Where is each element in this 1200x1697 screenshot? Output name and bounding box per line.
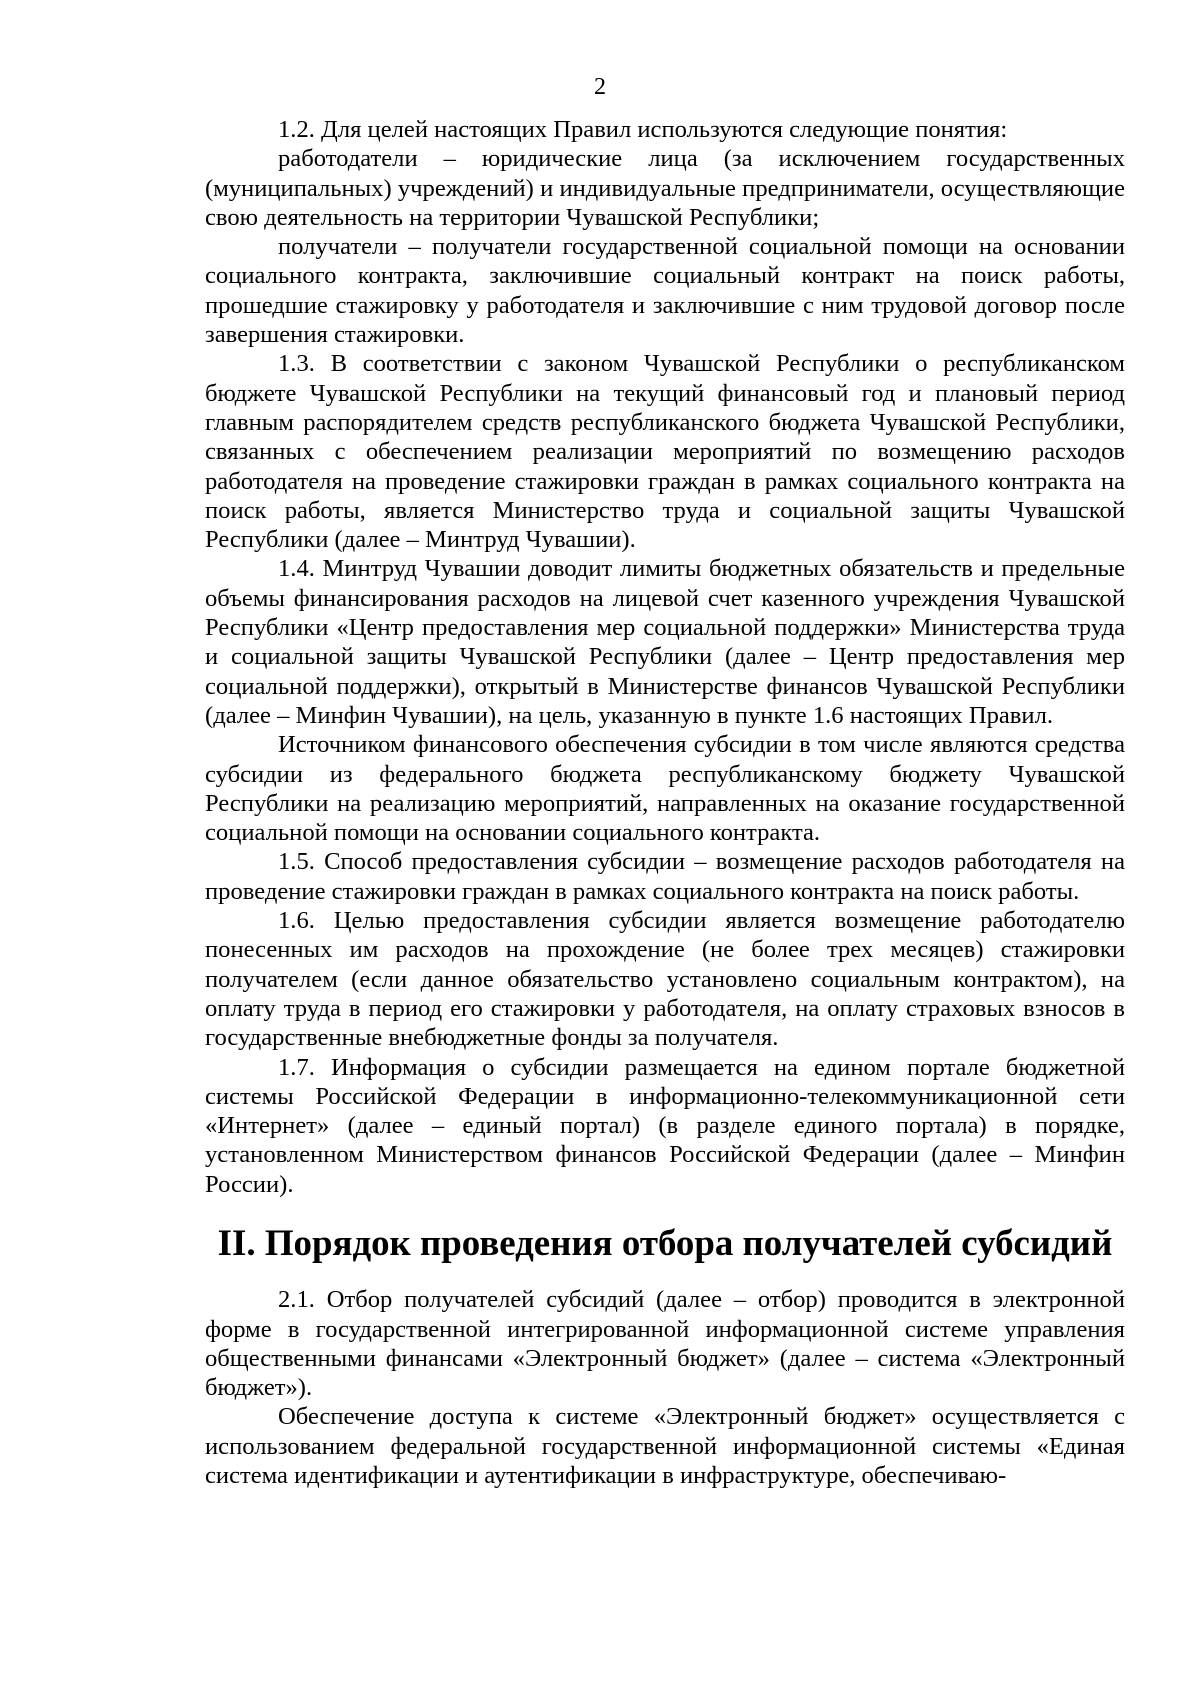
paragraph-1-4: 1.4. Минтруд Чувашии доводит лимиты бюджетных обязательств и предельные объемы финансирования расходов на лицевой счет казенного учреждения Чувашской Республики «Центр предоставления мер социальной поддержки» Министерства труда и социальной защиты Чувашской Республики (далее – Центр предоставления мер социальной поддержки), открытый в Министерстве финансов Чувашской Республики (далее – Минфин Чувашии), на цель, указанную в пункте 1.6 настоящих Правил. [205,555,1125,729]
paragraph-1-7: 1.7. Информация о субсидии размещается на едином портале бюджетной системы Российской Федерации в информационно-телекоммуникационной сети «Интернет» (далее – единый портал) (в разделе единого портала) в порядке, установленном Министерством финансов Российской Федерации (далее – Минфин России). [205,1053,1125,1198]
document-body [205,115,1125,1490]
paragraph-recipients-definition: получатели – получатели государственной социальной помощи на основании социального контракта, заключившие социальный контракт на поиск работы, прошедшие стажировку у работодателя и заключившие с ним трудовой договор после завершения стажировки. [205,233,1125,349]
paragraph-1-2-intro: 1.2. Для целей настоящих Правил используются следующие понятия: [278,116,1008,143]
paragraph-1-5: 1.5. Способ предоставления субсидии – возмещение расходов работодателя на проведение стажировки граждан в рамках социального контракта на поиск работы. [205,848,1125,905]
paragraph-funding-source: Источником финансового обеспечения субсидии в том числе являются средства субсидии из федерального бюджета республиканскому бюджету Чувашской Республики на реализацию мероприятий, направленных на оказание государственной социальной помощи на основании социального контракта. [205,731,1125,847]
paragraph-2-1: 2.1. Отбор получателей субсидий (далее – отбор) проводится в электронной форме в государственной интегрированной информационной системе управления общественными финансами «Электронный бюджет» (далее – система «Электронный бюджет»). [205,1286,1125,1402]
section-2-heading: II. Порядок проведения отбора получателей субсидий [217,1221,1113,1263]
page-number: 2 [594,74,606,100]
paragraph-1-3: 1.3. В соответствии с законом Чувашской Республики о республиканском бюджете Чувашской Республики на текущий финансовый год и плановый период главным распорядителем средств республиканского бюджета Чувашской Республики, связанных с обеспечением реализации мероприятий по возмещению расходов работодателя на проведение стажировки граждан в рамках социального контракта на поиск работы, является Министерство труда и социальной защиты Чувашской Республики (далее – Минтруд Чувашии). [205,350,1125,554]
paragraph-employers-definition: работодатели – юридические лица (за исключением государственных (муниципальных) учреждений) и индивидуальные предприниматели, осуществляющие свою деятельность на территории Чувашской Республики; [205,145,1125,231]
paragraph-1-6: 1.6. Целью предоставления субсидии является возмещение работодателю понесенных им расходов на прохождение (не более трех месяцев) стажировки получателем (если данное обязательство установлено социальным контрактом), на оплату труда в период его стажировки у работодателя, на оплату страховых взносов в государственные внебюджетные фонды за получателя. [205,907,1125,1052]
paragraph-access-system: Обеспечение доступа к системе «Электронный бюджет» осуществляется с использованием федеральной государственной информационной системы «Единая система идентификации и аутентификации в инфраструктуре, обеспечиваю- [205,1403,1125,1490]
